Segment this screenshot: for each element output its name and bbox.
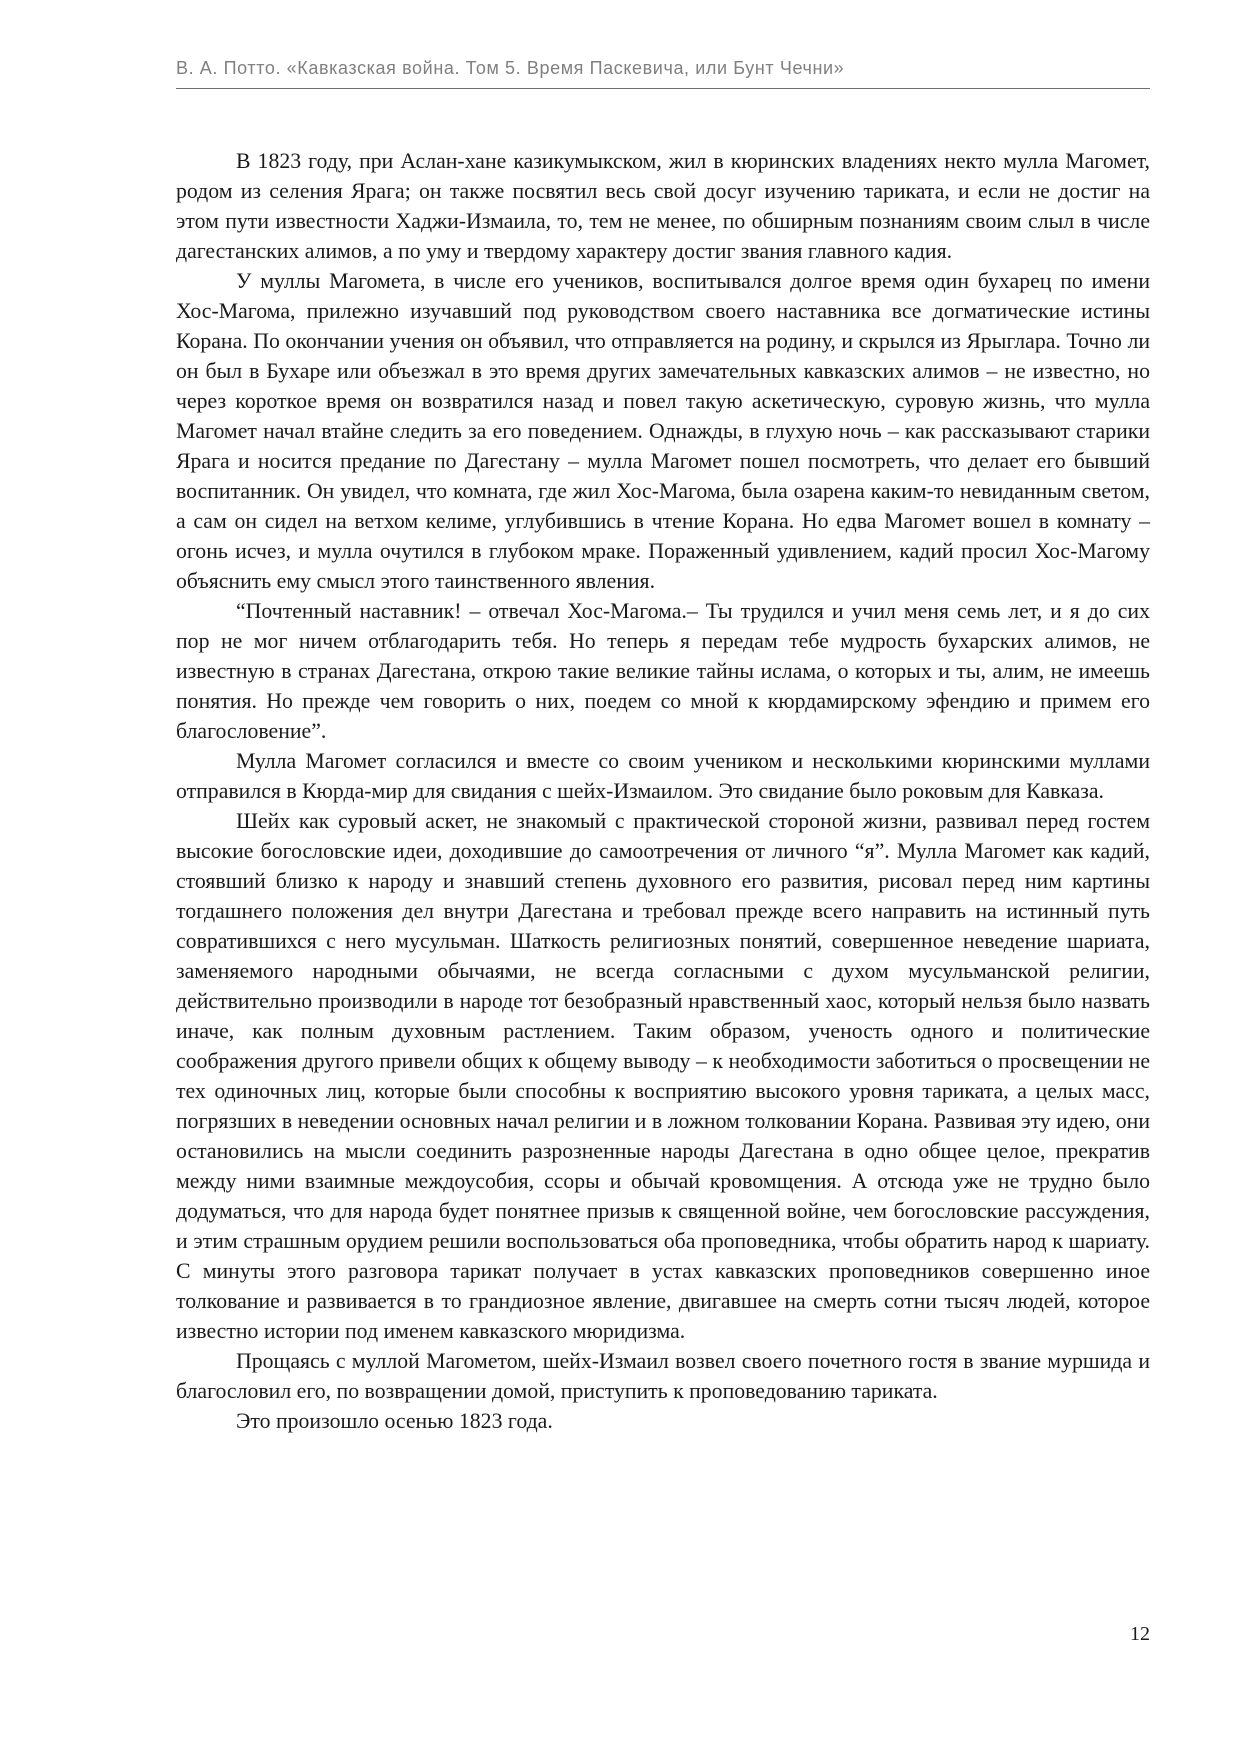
paragraph-3: “Почтенный наставник! – отвечал Хос-Магома.– Ты трудился и учил меня семь лет, и я до сих пор не мог ничем отблагодарить тебя. Но теперь я передам тебе мудрость бухарских алимов, не известную в странах Дагестана, открою такие великие тайны ислама, о которых и ты, алим, не имеешь понятия. Но прежде чем говорить о них, поедем со мной к кюрдамирскому эфендию и примем его благословение”.: [176, 599, 1150, 743]
body-text: [176, 146, 1150, 1436]
paragraph-2: У муллы Магомета, в числе его учеников, воспитывался долгое время один бухарец по имени Хос-Магома, прилежно изучавший под руководством своего наставника все догматические истины Корана. По окончании учения он объявил, что отправляется на родину, и скрылся из Ярыглара. Точно ли он был в Бухаре или объезжал в это время других замечательных кавказских алимов – не известно, но через короткое время он возвратился назад и повел такую аскетическую, суровую жизнь, что мулла Магомет начал втайне следить за его поведением. Однажды, в глухую ночь – как рассказывают старики Ярага и носится предание по Дагестану – мулла Магомет пошел посмотреть, что делает его бывший воспитанник. Он увидел, что комната, где жил Хос-Магома, была озарена каким-то невиданным светом, а сам он сидел на ветхом келиме, углубившись в чтение Корана. Но едва Магомет вошел в комнату – огонь исчез, и мулла очутился в глубоком мраке. Пораженный удивлением, кадий просил Хос-Магому объяснить ему смысл этого таинственного явления.: [176, 269, 1150, 593]
paragraph-7: Это произошло осенью 1823 года.: [236, 1409, 553, 1433]
paragraph-4: Мулла Магомет согласился и вместе со своим учеником и несколькими кюринскими муллами отправился в Кюрда-мир для свидания с шейх-Измаилом. Это свидание было роковым для Кавказа.: [176, 749, 1150, 803]
paragraph-1: В 1823 году, при Аслан-хане казикумыкском, жил в кюринских владениях некто мулла Магомет, родом из селения Ярага; он также посвятил весь свой досуг изучению тариката, и если не достиг на этом пути известности Хаджи-Измаила, то, тем не менее, по обширным познаниям своим слыл в числе дагестанских алимов, а по уму и твердому характеру достиг звания главного кадия.: [176, 149, 1150, 263]
page-number: 12: [1130, 1623, 1150, 1645]
paragraph-6: Прощаясь с муллой Магометом, шейх-Измаил возвел своего почетного гостя в звание муршида и благословил его, по возвращении домой, приступить к проповедованию тариката.: [176, 1349, 1150, 1403]
header-rule: [176, 88, 1150, 89]
running-header: В. А. Потто. «Кавказская война. Том 5. Время Паскевича, или Бунт Чечни»: [176, 58, 845, 78]
paragraph-5: Шейх как суровый аскет, не знакомый с практической стороной жизни, развивал перед гостем высокие богословские идеи, доходившие до самоотречения от личного “я”. Мулла Магомет как кадий, стоявший близко к народу и знавший степень духовного его развития, рисовал перед ним картины тогдашнего положения дел внутри Дагестана и требовал прежде всего направить на истинный путь совратившихся с него мусульман. Шаткость религиозных понятий, совершенное неведение шариата, заменяемого народными обычаями, не всегда согласными с духом мусульманской религии, действительно производили в народе тот безобразный нравственный хаос, который нельзя было назвать иначе, как полным духовным растлением. Таким образом, ученость одного и политические соображения другого привели общих к общему выводу – к необходимости заботиться о просвещении не тех одиночных лиц, которые были способны к восприятию высокого уровня тариката, а целых масс, погрязших в неведении основных начал религии и в ложном толковании Корана. Развивая эту идею, они остановились на мысли соединить разрозненные народы Дагестана в одно общее целое, прекратив между ними взаимные междоусобия, ссоры и обычай кровомщения. А отсюда уже не трудно было додуматься, что для народа будет понятнее призыв к священной войне, чем богословские рассуждения, и этим страшным орудием решили воспользоваться оба проповедника, чтобы обратить народ к шариату. С минуты этого разговора тарикат получает в устах кавказских проповедников совершенно иное толкование и развивается в то грандиозное явление, двигавшее на смерть сотни тысяч людей, которое известно истории под именем кавказского мюридизма.: [176, 809, 1150, 1343]
